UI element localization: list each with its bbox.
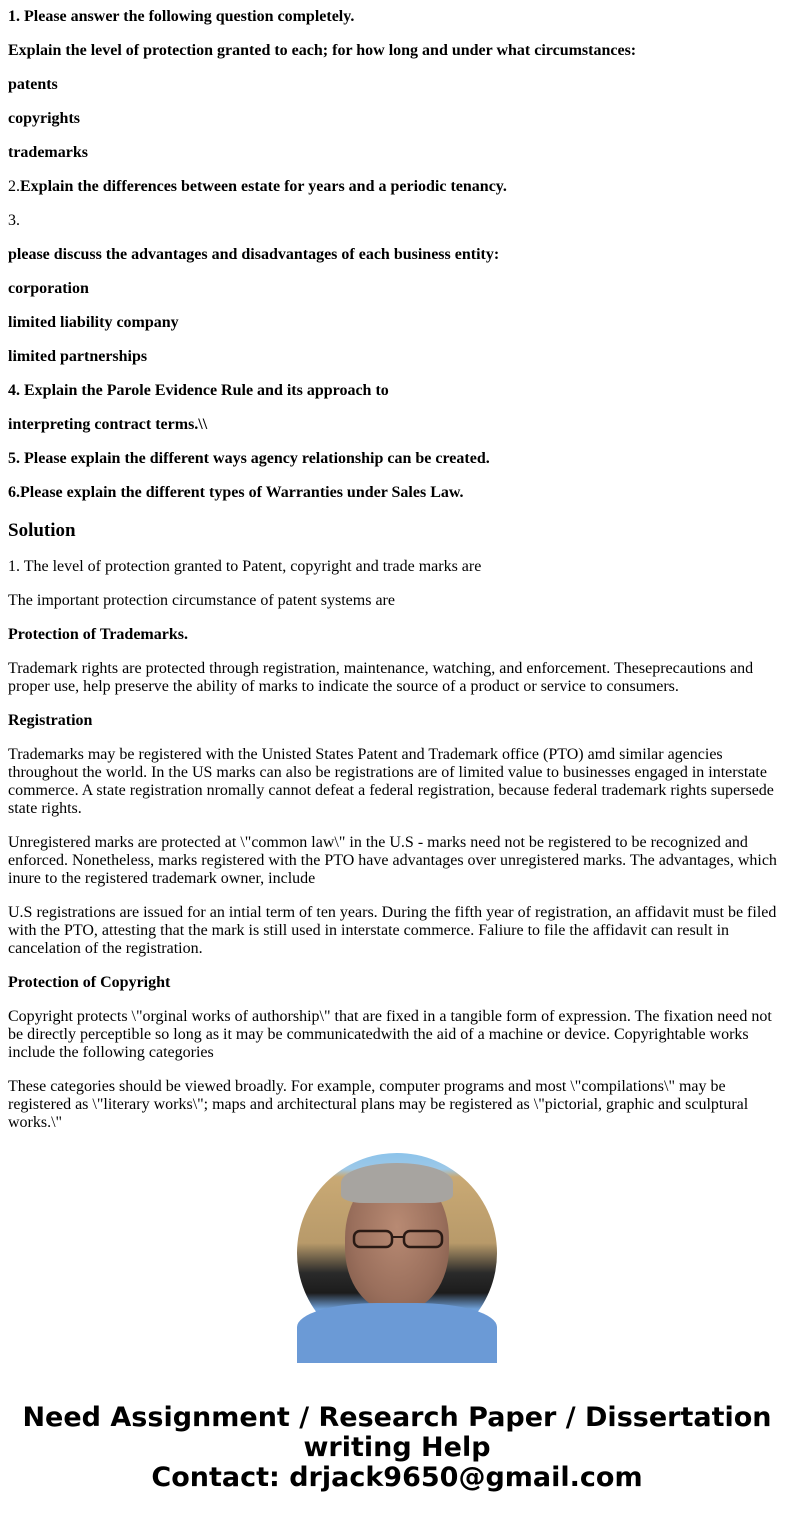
solution-paragraph: These categories should be viewed broadly. For example, computer programs and most \"compilations\" may be registered as \"literary works\"; maps and architectural plans may be registered as \"pictorial, graphic and sculptural works.\" — [8, 1078, 749, 1131]
solution-subheading: Registration — [8, 712, 93, 729]
question-3-item: limited partnerships — [8, 348, 148, 365]
solution-paragraph: The important protection circumstance of patent systems are — [8, 592, 395, 609]
question-1-item: patents — [8, 76, 58, 93]
shirt-shape — [297, 1303, 497, 1363]
solution-paragraph: Copyright protects \"orginal works of authorship\" that are fixed in a tangible form of expression. The fixation need not be directly perceptible so long as it may be communicatedwith the aid of a machine or device. Copyrightable works include the following categories — [8, 1008, 772, 1061]
solution-paragraph: Unregistered marks are protected at \"common law\" in the U.S - marks need not be registered to be recognized and enforced. Nonetheless, marks registered with the PTO have advantages over unregistered marks. The advantages, which inure to the registered trademark owner, include — [8, 834, 777, 887]
author-photo — [297, 1153, 497, 1353]
footer-contact: Contact: drjack9650@gmail.com — [151, 1462, 643, 1493]
question-4-line1: 4. Explain the Parole Evidence Rule and its approach to — [8, 382, 389, 399]
question-5: 5. Please explain the different ways agency relationship can be created. — [8, 450, 490, 467]
question-2-text: Explain the differences between estate for years and a periodic tenancy. — [20, 178, 507, 195]
question-1-explain: Explain the level of protection granted to each; for how long and under what circumstances: — [8, 42, 637, 59]
question-3-number: 3. — [8, 212, 20, 229]
solution-subheading: Protection of Copyright — [8, 974, 171, 991]
question-2 — [8, 178, 780, 196]
hair-shape — [341, 1163, 453, 1203]
solution-paragraph: 1. The level of protection granted to Patent, copyright and trade marks are — [8, 558, 482, 575]
solution-paragraph: Trademark rights are protected through registration, maintenance, watching, and enforcement. Theseprecautions and proper use, help preserve the ability of marks to indicate the source of a product or service to consumers. — [8, 660, 754, 695]
question-4-line2: interpreting contract terms.\\ — [8, 416, 208, 433]
question-1-item: copyrights — [8, 110, 80, 127]
solution-paragraph: Trademarks may be registered with the Unisted States Patent and Trademark office (PTO) amd similar agencies throughout the world. In the US marks can also be registrations are of limited value to businesses engaged in interstate commerce. A state registration nromally cannot defeat a federal registration, because federal trademark rights supersede state rights. — [8, 746, 774, 817]
document-content — [8, 0, 780, 1131]
question-2-number: 2. — [8, 178, 20, 195]
solution-heading: Solution — [8, 520, 76, 541]
solution-body — [8, 558, 780, 1132]
question-3-item: limited liability company — [8, 314, 179, 331]
question-1-item: trademarks — [8, 144, 88, 161]
solution-subheading: Protection of Trademarks. — [8, 626, 188, 643]
glasses-icon — [352, 1228, 444, 1250]
question-1-title: 1. Please answer the following question completely. — [8, 8, 355, 25]
footer-banner — [0, 1403, 794, 1493]
footer-help-text: Need Assignment / Research Paper / Dissertation writing Help — [22, 1402, 772, 1463]
solution-paragraph: U.S registrations are issued for an intial term of ten years. During the fifth year of registration, an affidavit must be filed with the PTO, attesting that the mark is still used in interstate commerce. Faliure to file the affidavit can result in cancelation of the registration. — [8, 904, 777, 957]
question-3-text: please discuss the advantages and disadvantages of each business entity: — [8, 246, 500, 263]
question-6: 6.Please explain the different types of Warranties under Sales Law. — [8, 484, 464, 501]
question-3-item: corporation — [8, 280, 89, 297]
